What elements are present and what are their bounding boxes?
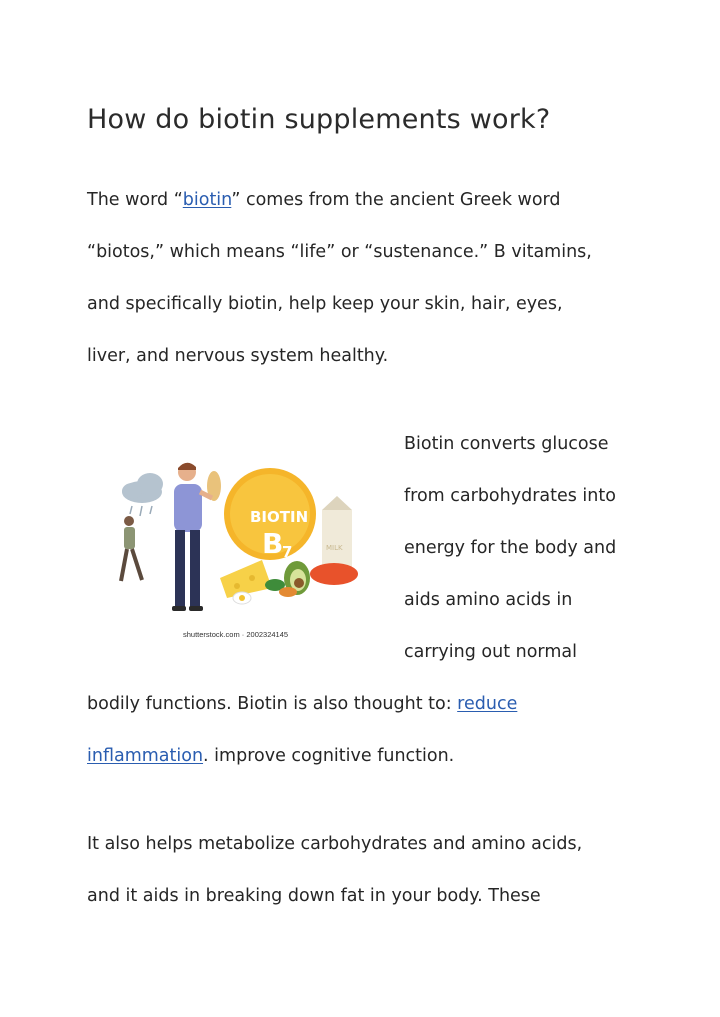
text-span: bodily functions. Biotin is also thought to:	[87, 694, 458, 714]
paragraph-1-line-4: liver, and nervous system healthy.	[87, 346, 389, 366]
paragraph-3-line-2: and it aids in breaking down fat in your body. These	[87, 886, 541, 906]
badge-letter: B	[262, 527, 284, 560]
text-span: . improve cognitive function.	[203, 746, 455, 766]
biotin-badge	[224, 468, 316, 561]
paragraph-2-line-6	[87, 692, 517, 716]
reduce-inflammation-link-cont[interactable]: inflammation	[87, 746, 204, 766]
wrap-line-4: aids amino acids in	[404, 590, 573, 610]
image-caption: shutterstock.com · 2002324145	[183, 630, 289, 639]
carton-label: MILK	[326, 544, 343, 552]
wrap-line-3: energy for the body and	[404, 538, 617, 558]
biotin-link[interactable]: biotin	[182, 190, 232, 210]
paragraph-3-line-1: It also helps metabolize carbohydrates and amino acids,	[87, 834, 583, 854]
paragraph-1-line-3: and specifically biotin, help keep your skin, hair, eyes,	[87, 294, 563, 314]
milk-carton-icon	[322, 496, 352, 570]
paragraph-2-line-7	[87, 744, 454, 768]
wrap-line-5: carrying out normal	[404, 642, 577, 662]
rain-cloud-icon	[122, 473, 163, 516]
paragraph-1-line-2: “biotos,” which means “life” or “sustenance.” B vitamins,	[87, 242, 592, 262]
tired-person-figure	[121, 516, 142, 581]
text-span: ” comes from the ancient Greek word	[231, 190, 561, 210]
man-holding-food-figure	[172, 463, 221, 611]
food-cluster	[220, 560, 358, 604]
text-span: The word “	[87, 190, 183, 210]
badge-title: BIOTIN	[250, 508, 309, 526]
biotin-illustration	[112, 458, 372, 643]
paragraph-1-line-1	[87, 188, 561, 212]
reduce-inflammation-link[interactable]: reduce	[457, 694, 518, 714]
wrap-line-1: Biotin converts glucose	[404, 434, 609, 454]
page-title: How do biotin supplements work?	[87, 104, 551, 135]
badge-index: 7	[282, 543, 293, 561]
wrap-line-2: from carbohydrates into	[404, 486, 616, 506]
